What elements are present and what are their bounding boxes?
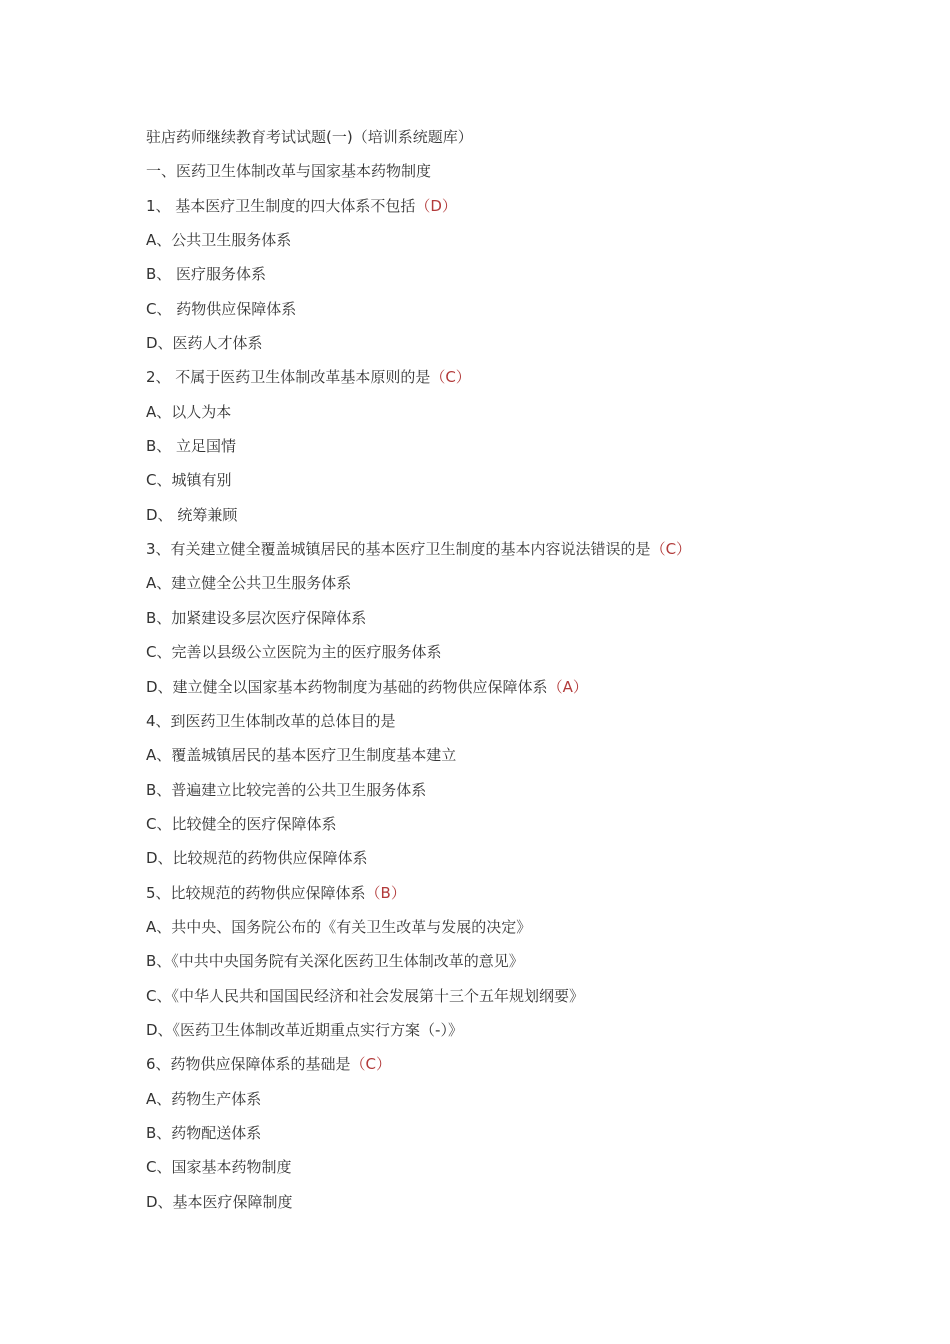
answer-option xyxy=(146,773,906,807)
answer-option xyxy=(146,635,906,669)
line-text: 3、有关建立健全覆盖城镇居民的基本医疗卫生制度的基本内容说法错误的是 xyxy=(146,540,651,559)
line-text: 1、 基本医疗卫生制度的四大体系不包括 xyxy=(146,196,416,215)
answer-option xyxy=(146,1013,906,1047)
answer-key: （C） xyxy=(650,540,692,559)
answer-option xyxy=(146,463,906,497)
line-text: A、建立健全公共卫生服务体系 xyxy=(146,574,352,593)
question-list xyxy=(146,189,906,1219)
line-text: 2、 不属于医药卫生体制改革基本原则的是 xyxy=(146,368,431,387)
answer-option xyxy=(146,395,906,429)
answer-option xyxy=(146,223,906,257)
document-title: 驻店药师继续教育考试试题(一)（培训系统题库） xyxy=(146,128,473,146)
line-text: D、 统筹兼顾 xyxy=(146,505,238,524)
line-text: 5、比较规范的药物供应保障体系 xyxy=(146,883,366,902)
answer-key: （D） xyxy=(415,196,457,215)
section-heading: 一、医药卫生体制改革与国家基本药物制度 xyxy=(146,162,432,181)
question-stem xyxy=(146,704,906,738)
answer-option xyxy=(146,944,906,978)
answer-option xyxy=(146,1185,906,1219)
line-text: B、药物配送体系 xyxy=(146,1123,262,1142)
line-text: A、以人为本 xyxy=(146,402,232,421)
line-text: B、加紧建设多层次医疗保障体系 xyxy=(146,608,367,627)
line-text: C、国家基本药物制度 xyxy=(146,1158,292,1177)
line-text: C、 药物供应保障体系 xyxy=(146,299,297,318)
answer-key: （A） xyxy=(547,677,588,696)
question-stem xyxy=(146,189,906,223)
answer-option xyxy=(146,257,906,291)
answer-key: （C） xyxy=(430,368,471,387)
question-stem xyxy=(146,876,906,910)
line-text: B、《中共中央国务院有关深化医药卫生体制改革的意见》 xyxy=(146,952,524,971)
line-text: B、 医疗服务体系 xyxy=(146,265,267,284)
document-body xyxy=(146,120,906,1219)
line-text: B、 立足国情 xyxy=(146,437,237,456)
answer-option xyxy=(146,429,906,463)
line-text: C、完善以县级公立医院为主的医疗服务体系 xyxy=(146,643,442,662)
line-text: D、比较规范的药物供应保障体系 xyxy=(146,849,368,868)
answer-option xyxy=(146,326,906,360)
line-text: 6、药物供应保障体系的基础是 xyxy=(146,1055,351,1074)
line-text: C、《中华人民共和国国民经济和社会发展第十三个五年规划纲要》 xyxy=(146,986,584,1005)
line-text: C、比较健全的医疗保障体系 xyxy=(146,814,337,833)
answer-option xyxy=(146,841,906,875)
line-text: D、建立健全以国家基本药物制度为基础的药物供应保障体系 xyxy=(146,677,548,696)
answer-key: （C） xyxy=(350,1055,392,1074)
answer-option xyxy=(146,738,906,772)
question-stem xyxy=(146,1047,906,1081)
answer-option xyxy=(146,979,906,1013)
line-text: D、基本医疗保障制度 xyxy=(146,1192,293,1211)
answer-option xyxy=(146,601,906,635)
answer-key: （B） xyxy=(365,883,406,902)
answer-option xyxy=(146,1082,906,1116)
line-text: A、覆盖城镇居民的基本医疗卫生制度基本建立 xyxy=(146,746,457,765)
question-stem xyxy=(146,360,906,394)
answer-option xyxy=(146,292,906,326)
answer-option xyxy=(146,1116,906,1150)
answer-option xyxy=(146,1150,906,1184)
line-text: D、医药人才体系 xyxy=(146,334,263,353)
answer-option xyxy=(146,670,906,704)
answer-option xyxy=(146,910,906,944)
answer-option xyxy=(146,498,906,532)
line-text: B、普遍建立比较完善的公共卫生服务体系 xyxy=(146,780,427,799)
line-text: A、药物生产体系 xyxy=(146,1089,262,1108)
line-text: D、《医药卫生体制改革近期重点实行方案（-）》 xyxy=(146,1020,463,1039)
line-text: A、共中央、国务院公布的《有关卫生改革与发展的决定》 xyxy=(146,917,532,936)
answer-option xyxy=(146,807,906,841)
line-text: 4、到医药卫生体制改革的总体目的是 xyxy=(146,711,396,730)
line-text: A、公共卫生服务体系 xyxy=(146,231,292,250)
answer-option xyxy=(146,566,906,600)
line-text: C、城镇有别 xyxy=(146,471,232,490)
question-stem xyxy=(146,532,906,566)
